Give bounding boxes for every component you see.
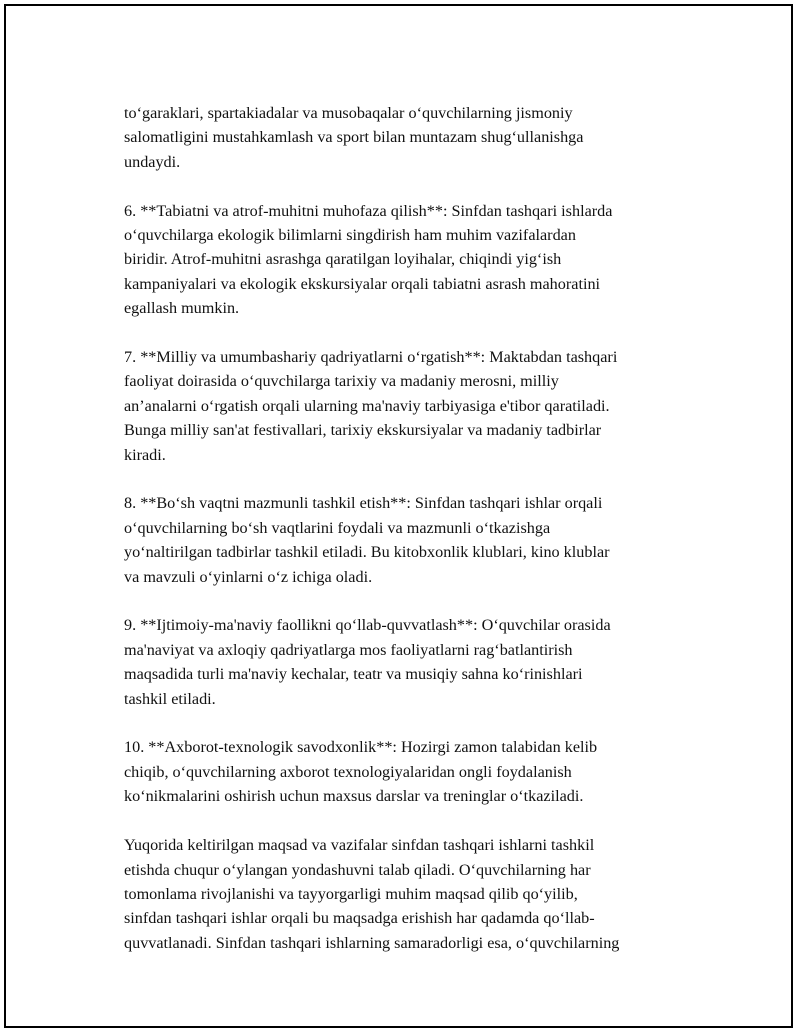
paragraph-item-10-it-literacy: 10. **Axborot-texnologik savodxonlik**: Hozirgi zamon talabidan kelib chiqib, o‘quvchilarning axborot texnologiyalaridan ongli foydalanish ko‘nikmalarini oshirish uchun maxsus darslar va treninglar o‘tkaziladi.: [124, 738, 598, 806]
paragraph-conclusion: Yuqorida keltirilgan maqsad va vazifalar sinfdan tashqari ishlarni tashkil etishda chuqur o‘ylangan yondashuvni talab qiladi. O‘quvchilarning har tomonlama rivojlanishi va tayyorgarligi muhim maqsad qilib qo‘yilib, sinfdan tashqari ishlar orqali bu maqsadga erishish har qadamda qo‘llab- quvvatlanadi. Sinfdan tashqari ishlarning samaradorligi esa, o‘quvchilarning: [124, 836, 620, 952]
paragraph-item-8-free-time: 8. **Bo‘sh vaqtni mazmunli tashkil etish**: Sinfdan tashqari ishlar orqali o‘quvchilarning bo‘sh vaqtlarini foydali va mazmunli o‘tkazishga yo‘naltirilgan tadbirlar tashkil etiladi. Bu kitobxonlik klublari, kino klublar va mavzuli o‘yinlarni o‘z ichiga oladi.: [124, 494, 610, 586]
page-body: [124, 101, 694, 980]
paragraph-item-7-national-values: 7. **Milliy va umumbashariy qadriyatlarni o‘rgatish**: Maktabdan tashqari faoliyat doirasida o‘quvchilarga tarixiy va madaniy merosni, milliy an’analarni o‘rgatish orqali ularning ma'naviy tarbiyasiga e'tibor qaratiladi. Bunga milliy san'at festivallari, tarixiy ekskursiyalar va madaniy tadbirlar kiradi.: [124, 348, 618, 464]
document-page: [4, 4, 793, 1028]
paragraph-item-6-nature-protection: 6. **Tabiatni va atrof-muhitni muhofaza qilish**: Sinfdan tashqari ishlarda o‘quvchilarga ekologik bilimlarni singdirish ham muhim vazifalardan biridir. Atrof-muhitni asrashga qaratilgan loyihalar, chiqindi yig‘ish kampaniyalari va ekologik ekskursiyalar orqali tabiatni asrash mahoratini egallash mumkin.: [124, 201, 613, 318]
paragraph-sports-continuation: to‘garaklari, spartakiadalar va musobaqalar o‘quvchilarning jismoniy salomatligini mustahkamlash va sport bilan muntazam shug‘ullanishga undaydi.: [124, 104, 584, 171]
paragraph-item-9-social-spiritual: 9. **Ijtimoiy-ma'naviy faollikni qo‘llab-quvvatlash**: O‘quvchilar orasida ma'naviyat va axloqiy qadriyatlarga mos faoliyatlarni rag‘batlantirish maqsadida turli ma'naviy kechalar, teatr va musiqiy sahna ko‘rinishlari tashkil etiladi.: [124, 616, 611, 708]
